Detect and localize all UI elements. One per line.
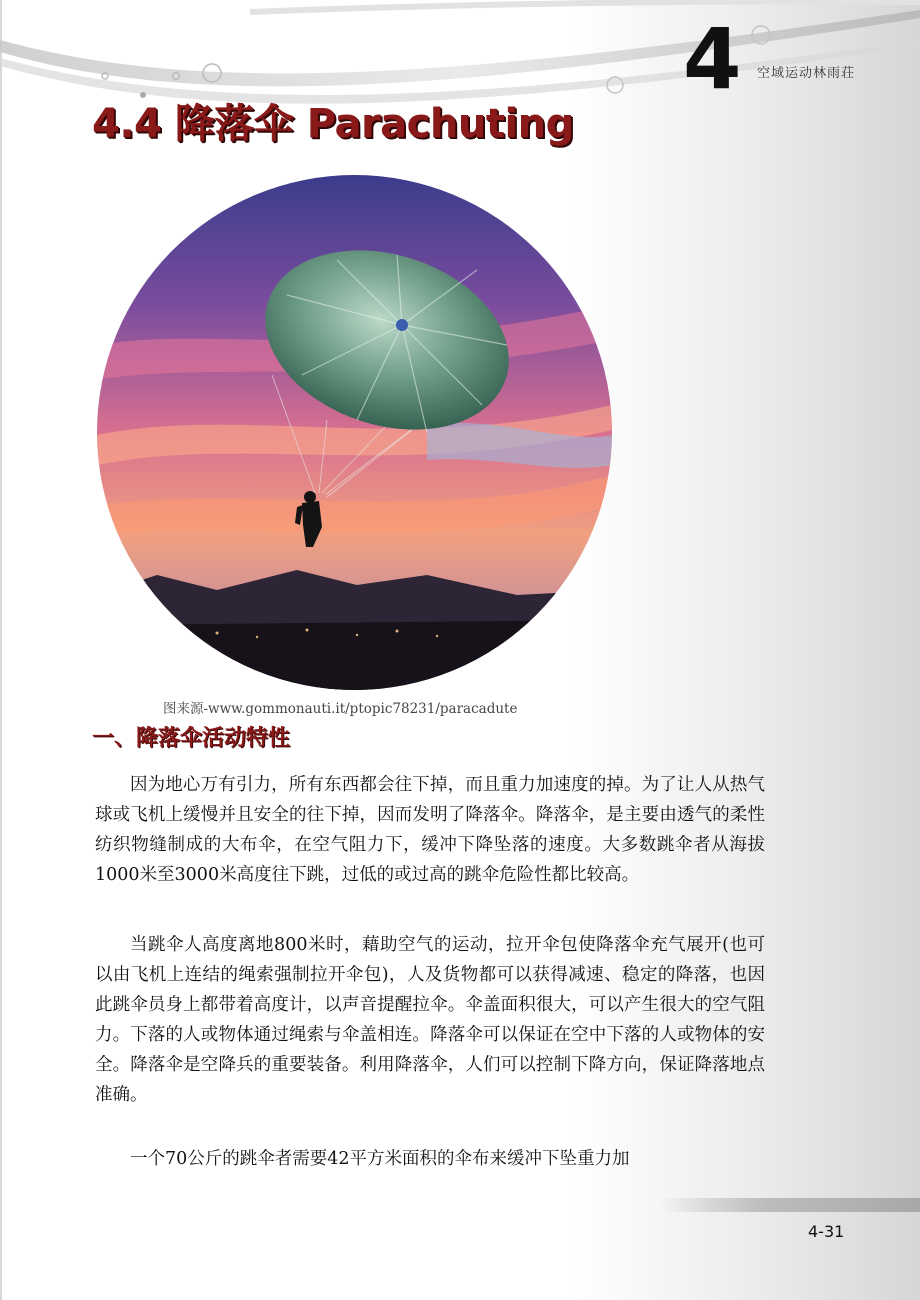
figure-caption: 图来源-www.gommonauti.it/ptopic78231/paracadute (163, 701, 518, 717)
page-left-edge (0, 0, 2, 1300)
chapter-number: 4 (683, 10, 740, 108)
body-paragraph: 当跳伞人高度离地800米时，藉助空气的运动，拉开伞包使降落伞充气展开(也可以由飞机上连结的绳索强制拉开伞包)，人及货物都可以获得减速、稳定的降落，也因此跳伞员身上都带着高度计，以声音提醒拉伞。伞盖面积很大，可以产生很大的空气阻力。下落的人或物体通过绳索与伞盖相连。降落伞可以保证在空中下落的人或物体的安全。降落伞是空降兵的重要装备。利用降落伞，人们可以控制下降方向，保证降落地点准确。 (95, 935, 765, 1105)
page-number: 4-31 (808, 1222, 845, 1241)
footer-bar (660, 1198, 920, 1212)
section-title: 4.4 降落伞 Parachuting (92, 101, 574, 147)
chapter-name: 空域运动林雨荘 (757, 66, 856, 81)
body-paragraph: 一个70公斤的跳伞者需要42平方米面积的伞布来缓冲下坠重力加 (130, 1149, 630, 1169)
body-paragraph: 因为地心万有引力，所有东西都会往下掉，而且重力加速度的掉。为了让人从热气球或飞机上缓慢并且安全的往下掉，因而发明了降落伞。降落伞，是主要由透气的柔性 纺织物缝制成的大布伞，在空气阻力下，缓冲下降坠落的速度。大多数跳伞者从海拔1000米至3000米高度往下跳，过低的或过高的跳伞危险性都比较高。 (95, 775, 765, 885)
parachute-photo (97, 175, 612, 690)
subsection-title: 一、降落伞活动特性 (92, 726, 291, 751)
